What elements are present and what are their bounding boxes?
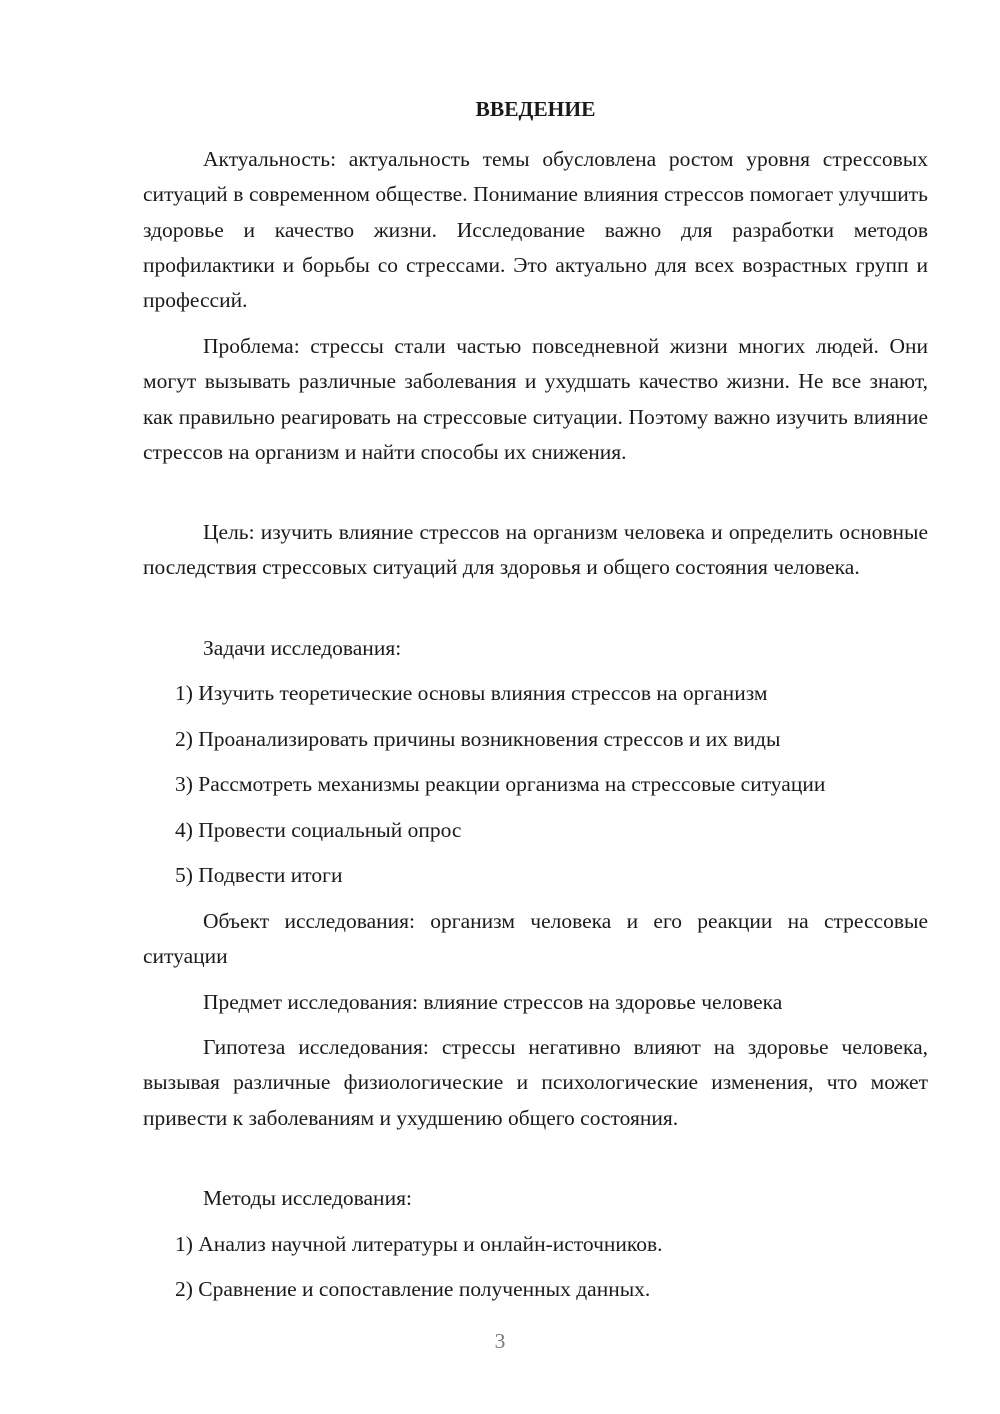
list-item: 1) Изучить теоретические основы влияния стрессов на организм [175,681,768,705]
list-item: 5) Подвести итоги [175,863,343,887]
list-item: 3) Рассмотреть механизмы реакции организма на стрессовые ситуации [175,772,826,796]
list-item: 1) Анализ научной литературы и онлайн-источников. [175,1232,663,1256]
object-paragraph: Объект исследования: организм человека и его реакции на стрессовые ситуации [143,909,928,969]
page-title: ВВЕДЕНИЕ [475,97,596,121]
goal-paragraph: Цель: изучить влияние стрессов на организм человека и определить основные последствия стрессовых ситуаций для здоровья и общего состояния человека. [143,520,928,580]
page-number: 3 [494,1329,506,1353]
hypothesis-paragraph: Гипотеза исследования: стрессы негативно влияют на здоровье человека, вызывая различные физиологические и психологические изменения, что может привести к заболеваниям и ухудшению общего состояния. [143,1035,928,1130]
relevance-paragraph: Актуальность: актуальность темы обусловлена ростом уровня стрессовых ситуаций в современном обществе. Понимание влияния стрессов помогает улучшить здоровье и качество жизни. Исследование важно для разработки методов профилактики и борьбы со стрессами. Это актуально для всех возрастных групп и профессий. [143,147,928,313]
list-item: 2) Проанализировать причины возникновения стрессов и их виды [175,727,781,751]
list-item: 4) Провести социальный опрос [175,818,462,842]
list-item: 2) Сравнение и сопоставление полученных данных. [175,1277,651,1301]
subject-paragraph: Предмет исследования: влияние стрессов на здоровье человека [203,990,783,1014]
problem-paragraph: Проблема: стрессы стали частью повседневной жизни многих людей. Они могут вызывать различные заболевания и ухудшать качество жизни. Не все знают, как правильно реагировать на стрессовые ситуации. Поэтому важно изучить влияние стрессов на организм и найти способы их снижения. [143,334,928,464]
methods-heading: Методы исследования: [203,1186,412,1210]
tasks-heading: Задачи исследования: [203,636,402,660]
